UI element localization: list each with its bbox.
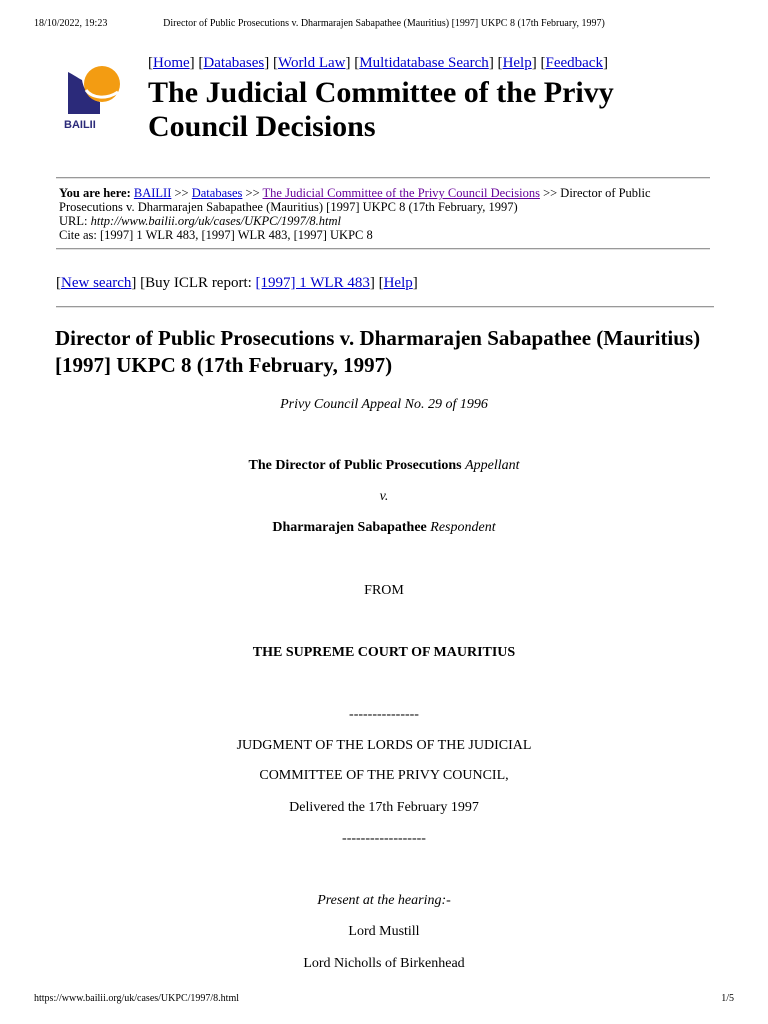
breadcrumb-current: Director of Public Prosecutions v. Dharmarajen Sabapathee (Mauritius) [1997] UKPC 8 (17th February, 1997) [59, 186, 651, 214]
divider [56, 306, 714, 308]
appellant-line [0, 458, 768, 474]
bailii-logo-icon [62, 62, 126, 132]
print-header [34, 18, 734, 29]
print-url: https://www.bailii.org/uk/cases/UKPC/1997/8.html [34, 993, 239, 1004]
nav-multidatabase-search-link[interactable]: Multidatabase Search [359, 55, 489, 71]
toolbar: [New search] [Buy ICLR report: [1997] 1 WLR 483] [Help] [56, 275, 418, 291]
versus [0, 489, 768, 505]
separator-2: ------------------ [342, 831, 426, 846]
breadcrumb-databases-link[interactable]: Databases [191, 186, 243, 200]
breadcrumb-jcpc-link[interactable]: The Judicial Committee of the Privy Council Decisions [262, 186, 540, 200]
print-page-number: 1/5 [721, 993, 734, 1004]
breadcrumb [59, 186, 689, 242]
appeal-number-text: Privy Council Appeal No. 29 of 1996 [280, 397, 488, 412]
breadcrumb-sep: >> [174, 186, 189, 200]
logo-text: BAILII [64, 119, 96, 131]
breadcrumb-label: You are here: [59, 186, 131, 200]
nav-databases-link[interactable]: Databases [203, 55, 265, 71]
citation: [1997] 1 WLR 483, [1997] WLR 483, [1997] UKPC 8 [99, 228, 373, 242]
divider [56, 177, 710, 179]
present-at-hearing [0, 893, 768, 909]
print-footer [34, 993, 734, 1004]
respondent-role: Respondent [430, 520, 496, 535]
appeal-number [0, 397, 768, 413]
buy-iclr-label: Buy ICLR report: [145, 275, 252, 291]
nav-home-link[interactable]: Home [153, 55, 190, 71]
iclr-report-link[interactable]: [1997] 1 WLR 483 [255, 275, 370, 291]
court-name [0, 645, 768, 661]
divider [56, 248, 710, 250]
breadcrumb-sep: >> [245, 186, 260, 200]
case-title: Director of Public Prosecutions v. Dharmarajen Sabapathee (Mauritius) [1997] UKPC 8 (17th February, 1997) [55, 326, 701, 377]
site-title: The Judicial Committee of the Privy Council Decisions [148, 76, 614, 143]
new-search-link[interactable]: New search [61, 275, 132, 291]
lord-mustill: Lord Mustill [348, 924, 420, 939]
respondent-name: Dharmarajen Sabapathee [272, 520, 427, 535]
from-label: FROM [364, 583, 404, 598]
bailii-logo[interactable] [62, 62, 126, 132]
appellant-role: Appellant [465, 458, 520, 473]
breadcrumb-sep: >> [543, 186, 558, 200]
breadcrumb-bailii-link[interactable]: BAILII [133, 186, 172, 200]
nav-world-law-link[interactable]: World Law [277, 55, 346, 71]
present-at-hearing-text: Present at the hearing:- [317, 893, 451, 908]
appellant-name: The Director of Public Prosecutions [248, 458, 462, 473]
lord-nicholls: Lord Nicholls of Birkenhead [303, 956, 465, 971]
judgment-heading-line-1: JUDGMENT OF THE LORDS OF THE JUDICIAL [236, 738, 532, 753]
cite-label: Cite as: [59, 228, 97, 242]
court-name-text: THE SUPREME COURT OF MAURITIUS [252, 645, 516, 660]
versus-text: v. [379, 489, 389, 504]
judgment-heading-line-2: COMMITTEE OF THE PRIVY COUNCIL, [259, 768, 509, 783]
separator-1: --------------- [349, 707, 419, 722]
respondent-line [0, 520, 768, 536]
print-page-title: Director of Public Prosecutions v. Dharmarajen Sabapathee (Mauritius) [1997] UKPC 8 (17th February, 1997) [163, 18, 605, 29]
url-label: URL: [59, 214, 88, 228]
print-datetime: 18/10/2022, 19:23 [34, 18, 108, 29]
delivered-date: Delivered the 17th February 1997 [289, 800, 479, 815]
help-link[interactable]: Help [383, 275, 413, 291]
nav-feedback-link[interactable]: Feedback [545, 55, 603, 71]
page-url: http://www.bailii.org/uk/cases/UKPC/1997/8.html [90, 214, 341, 228]
nav-help-link[interactable]: Help [502, 55, 532, 71]
top-nav: [Home] [Databases] [World Law] [Multidatabase Search] [Help] [Feedback] [148, 55, 608, 71]
